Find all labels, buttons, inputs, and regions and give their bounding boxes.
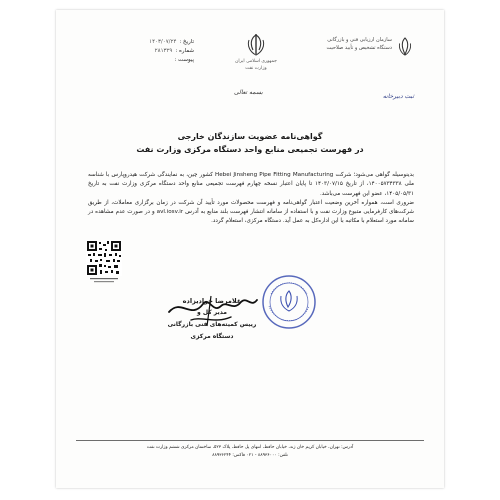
opening-invocation: بسمه تعالی [234, 89, 263, 96]
signatory-role: مدیر کل و [197, 309, 227, 316]
footer-contact: تلفن: ۸۸۹۳۶۰۰۰ - ۰۲۱ فاکس: ۸۸۹۳۶۲۴۴ [212, 453, 288, 458]
letter-footer [76, 440, 424, 460]
certificate-title [56, 130, 444, 156]
qr-code-icon [86, 240, 122, 284]
emblem-subtitle-2: وزارت نفت [245, 66, 267, 71]
signatory-name: غلامرضا جوادیزاده [182, 297, 242, 305]
org-line-2: دستگاه تشخیص و تأیید صلاحیت [326, 45, 392, 51]
certificate-page [56, 10, 444, 488]
body-paragraph-2: ضروری است، همواره آخرین وضعیت اعتبار گواهی‌نامه و فهرست محصولات مورد تأیید آن شرکت در زمان برگزاری معاملات، از طریق شرکت‌های کارفرمایی متبوع وزارت نفت و با استفاده از سامانه انتشار فهرست بلند منابع به آدرس avl.iosv.ir و در صورت عدم مشاهده در سامانه مورد استعلام با مکاتبه با این اداره‌کل به عمل آید. دستگاه مرکزی، استعلام گردد. [88, 199, 414, 225]
signatory-title: رییس کمیته‌های فنی بازرگانی دستگاه مرکزی [167, 321, 257, 340]
ministry-emblem-icon [396, 36, 414, 58]
official-seal-icon [261, 274, 317, 330]
attachment-label: پیوست : [174, 57, 194, 63]
registry-stamp: ثبت دبیرخانه [382, 93, 414, 100]
body-paragraph-1: بدینوسیله گواهی می‌شود؛ شرکت Hebei Jinsheng Pipe Fitting Manufacturing کشور چین، به نمایندگی شرکت هیدروپارس با شناسه ملی ۱۴۰۰۵۷۳۴۳۳۸، از تاریخ ۱۴۰۳/۰۷/۱۵ تا پایان اعتبار نسخه چهارم فهرست تجمیعی منابع واحد دستگاه مرکزی وزارت نفت به تاریخ ۱۴۰۵/۰۵/۳۱، عضو این فهرست می‌باشد. [88, 172, 414, 197]
number-label: شماره : [175, 48, 194, 54]
signatory-block [157, 295, 267, 343]
emblem-subtitle-1: جمهوری اسلامی ایران [235, 59, 277, 64]
date-value: ۱۴۰۳/۰۷/۲۴ [149, 39, 177, 45]
iran-emblem-icon [244, 32, 268, 58]
title-line-1: گواهی‌نامه عضویت سازندگان خارجی [177, 132, 323, 141]
date-label: تاریخ : [179, 39, 194, 45]
org-header [304, 36, 414, 58]
org-line-1: سازمان ارزیابی فنی و بازرگانی [327, 37, 392, 43]
footer-address: آدرس: تهران، خیابان کریم خان زند، خیابان حافظ، انتهای پل حافظ، پلاک ۵۲۳، ساختمان مرکزی ششم وزارت نفت [146, 445, 354, 450]
letter-meta [84, 38, 194, 65]
certificate-body [88, 171, 414, 227]
title-line-2: در فهرست تجمیعی منابع واحد دستگاه مرکزی وزارت نفت [136, 145, 364, 154]
number-value: ۲۸۱۳۲۹ [154, 48, 173, 54]
center-emblem-block [216, 32, 296, 72]
